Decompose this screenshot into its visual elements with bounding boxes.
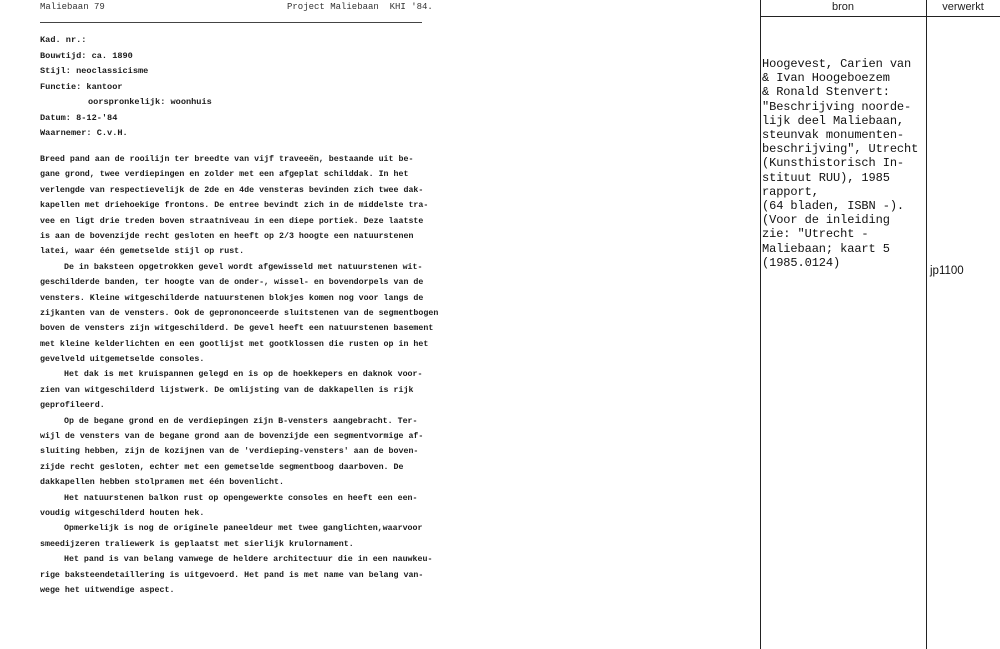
bron-line: Maliebaan; kaart 5 [762, 241, 890, 256]
table-header-rule [760, 16, 1000, 17]
bron-citation [762, 57, 918, 270]
body-line: is aan de bovenzijde recht gesloten en heeft op 2/3 hoogte een natuurstenen [40, 231, 414, 241]
bron-line: stituut RUU), 1985 [762, 170, 890, 185]
body-line: Het pand is van belang vanwege de heldere architectuur die in een nauwkeu- [64, 555, 433, 565]
body-line: Het dak is met kruispannen gelegd en is op de hoekkepers en daknok voor- [64, 370, 423, 380]
body-line: rige baksteendetaillering is uitgevoerd. Het pand is met name van belang van- [40, 570, 424, 580]
column-header-bron: bron [831, 1, 855, 13]
body-line: boven de vensters zijn witgeschilderd. De gevel heeft een natuurstenen basement [40, 324, 434, 334]
body-line: Op de begane grond en de verdiepingen zijn B-vensters aangebracht. Ter- [64, 416, 418, 426]
document-header-project: Project Maliebaan KHI '84. [287, 2, 433, 12]
bron-line: (Voor de inleiding [762, 213, 890, 228]
body-line: vensters. Kleine witgeschilderde natuurstenen blokjes komen nog voor langs de [40, 293, 424, 303]
body-line: voudig witgeschilderd houten hek. [40, 508, 205, 518]
bron-line: (1985.0124) [762, 255, 841, 270]
verwerkt-code: jp1100 [930, 265, 964, 277]
bron-line: (64 bladen, ISBN -). [762, 199, 905, 214]
body-line: wege het uitwendige aspect. [40, 585, 175, 595]
body-line: zien van witgeschilderd lijstwerk. De omlijsting van de dakkapellen is rijk [40, 385, 414, 395]
body-line: sluiting hebben, zijn de kozijnen van de 'verdieping-vensters' aan de boven- [40, 447, 419, 457]
body-line: met kleine kelderlichten en een gootlijst met gootklossen die rusten op in het [40, 339, 429, 349]
body-line: geschilderde banden, ter hoogte van de onder-, wissel- en bovendorpels van de [40, 278, 424, 288]
table-left-border [760, 0, 761, 649]
body-line: smeedijzeren traliewerk is geplaatst met sierlijk krulornament. [40, 539, 354, 549]
table-column-divider [926, 0, 927, 649]
bron-line: lijk deel Maliebaan, [762, 113, 905, 128]
bron-line: (Kunsthistorisch In- [762, 156, 905, 171]
document-header-address: Maliebaan 79 [40, 2, 105, 12]
bron-line: steunvak monumenten- [762, 128, 905, 143]
body-line: wijl de vensters van de begane grond aan de bovenzijde een segmentvormige af- [40, 432, 424, 442]
bron-line: Hoogevest, Carien van [762, 57, 912, 71]
body-line: vee en ligt drie treden boven straatniveau in een diepe portiek. Deze laatste [40, 216, 424, 226]
metadata-line: Datum: 8-12-'84 [40, 112, 118, 123]
bron-line: & Ivan Hoogeboezem [762, 71, 890, 86]
body-line: zijde recht gesloten, echter met een gemetselde segmentboog daarboven. De [40, 462, 404, 472]
bron-line: "Beschrijving noorde- [762, 99, 912, 114]
bron-line: & Ronald Stenvert: [762, 85, 890, 100]
body-line: latei, waar één gemetselde stijl op rust. [40, 247, 245, 257]
body-line: gevelveld uitgemetselde consoles. [40, 355, 205, 365]
building-metadata [40, 33, 212, 142]
metadata-line: Waarnemer: C.v.H. [40, 128, 128, 138]
body-line: kapellen met driehoekige frontons. De entree bevindt zich in de middelste tra- [40, 201, 429, 211]
body-line: dakkapellen hebben stolpramen met één bovenlicht. [40, 478, 284, 488]
metadata-line: Stijl: neoclassicisme [40, 66, 149, 76]
body-line: verlengde van respectievelijk de 2de en 4de vensteras bevinden zich twee dak- [40, 185, 424, 195]
metadata-line: Functie: kantoor [40, 81, 123, 92]
column-header-verwerkt: verwerkt [942, 1, 984, 13]
bron-line: rapport, [762, 184, 819, 199]
metadata-line: oorspronkelijk: woonhuis [88, 97, 212, 107]
source-table [760, 0, 1000, 649]
bron-line: zie: "Utrecht - [762, 227, 869, 242]
body-line: geprofileerd. [40, 401, 105, 411]
body-line: De in baksteen opgetrokken gevel wordt afgewisseld met natuurstenen wit- [64, 262, 423, 272]
metadata-line: Kad. nr.: [40, 35, 87, 45]
header-rule [40, 22, 422, 23]
description-body [40, 152, 440, 598]
metadata-line: Bouwtijd: ca. 1890 [40, 50, 133, 61]
body-line: Breed pand aan de rooilijn ter breedte van vijf traveeën, bestaande uit be- [40, 155, 414, 164]
body-line: zijkanten van de vensters. Ook de geprononceerde sluitstenen van de segmentbogen [40, 308, 439, 318]
body-line: gane grond, twee verdiepingen en zolder met een afgeplat schilddak. In het [40, 170, 409, 180]
bron-line: beschrijving", Utrecht [762, 142, 919, 157]
body-line: Opmerkelijk is nog de originele paneeldeur met twee ganglichten,waarvoor [64, 524, 423, 534]
body-line: Het natuurstenen balkon rust op opengewerkte consoles en heeft een een- [64, 493, 418, 503]
